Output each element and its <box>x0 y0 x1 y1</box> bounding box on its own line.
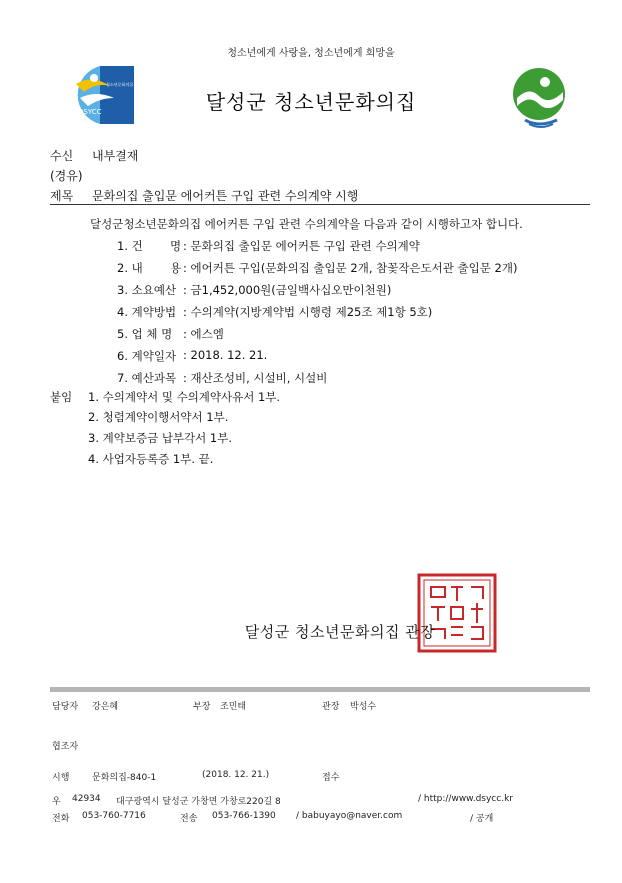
director-label: 관장 <box>322 702 340 712</box>
receipt-label: 접수 <box>322 773 340 783</box>
item-value: : 금1,452,000원(금일백사십오만이천원) <box>183 283 392 297</box>
manager-label: 부장 <box>193 702 211 712</box>
enforce-number: 문화의집-840-1 <box>92 773 157 783</box>
item-value: : 문화의집 출입문 에어커튼 구입 관련 수의계약 <box>183 239 420 253</box>
item-no: 2. 내 <box>117 261 143 275</box>
org-title: 달성군 청소년문화의집 <box>205 90 417 114</box>
drafter-name: 강은혜 <box>92 702 119 712</box>
item-value: : 재산조성비, 시설비, 시설비 <box>183 371 328 385</box>
dsycc-logo-small-text: 청소년문화의집 <box>106 82 134 87</box>
attach-label: 붙임 <box>50 390 73 404</box>
fax-number: 053-766-1390 <box>212 811 276 821</box>
email: / babuyayo@naver.com <box>296 811 403 821</box>
attachment-item: 1. 수의계약서 및 수의계약사유서 1부. <box>88 390 281 404</box>
subject-value: 문화의집 출입문 에어커튼 구입 관련 수의계약 시행 <box>92 189 359 203</box>
item-value: : 에스엠 <box>183 327 224 341</box>
director-name: 박성수 <box>350 702 377 712</box>
item-value: : 에어커튼 구입(문화의집 출입문 2개, 참꽃작은도서관 출입문 2개) <box>183 261 518 275</box>
intro-text: 달성군청소년문화의집 에어커튼 구입 관련 수의계약을 다음과 같이 시행하고자 합니다. <box>90 217 523 231</box>
dsycc-logo-text: DSYCC <box>78 108 102 116</box>
cooperator-label: 협조자 <box>52 742 79 752</box>
fax-label: 전송 <box>180 814 198 824</box>
drafter-label: 담당자 <box>52 702 79 712</box>
manager-name: 조민태 <box>220 702 247 712</box>
postal-code: 42934 <box>72 794 101 804</box>
disclosure: / 공개 <box>470 814 494 824</box>
item-no: 7. 예산과목 <box>117 371 177 385</box>
slogan: 청소년에게 사랑을, 청소년에게 희망을 <box>227 48 395 59</box>
item-no: 3. 소요예산 <box>117 283 177 297</box>
attachment-item: 3. 계약보증금 납부각서 1부. <box>88 431 232 445</box>
enforce-label: 시행 <box>52 773 70 783</box>
footer-bar <box>50 687 590 692</box>
item-value: : 2018. 12. 21. <box>183 348 268 362</box>
enforce-date: (2018. 12. 21.) <box>202 770 270 780</box>
item-no: 4. 계약방법 <box>117 305 177 319</box>
website: / http://www.dsycc.kr <box>418 794 513 804</box>
attachment-item: 4. 사업자등록증 1부. 끝. <box>88 452 214 466</box>
subject-label: 제목 <box>50 189 74 203</box>
item-label: 명 <box>170 239 182 253</box>
via-label: (경유) <box>50 169 83 183</box>
phone-number: 053-760-7716 <box>82 811 146 821</box>
address: 대구광역시 달성군 가창면 가창로220길 8 <box>116 797 281 807</box>
item-no: 5. 업 체 명 <box>117 327 173 341</box>
phone-label: 전화 <box>52 814 70 824</box>
signer: 달성군 청소년문화의집 관장 <box>244 623 436 641</box>
item-no: 1. 건 <box>117 239 143 253</box>
recipient-value: 내부결재 <box>92 149 139 163</box>
item-no: 6. 계약일자 <box>117 349 177 363</box>
item-value: : 수의계약(지방계약법 시행령 제25조 제1항 5호) <box>183 305 433 319</box>
item-label: 용 <box>170 261 182 275</box>
attachment-item: 2. 청렴계약이행서약서 1부. <box>88 410 229 424</box>
recipient-label: 수신 <box>50 149 74 163</box>
dalseong-emblem <box>509 64 569 130</box>
header-rule <box>50 204 590 205</box>
postal-label: 우 <box>52 797 61 807</box>
